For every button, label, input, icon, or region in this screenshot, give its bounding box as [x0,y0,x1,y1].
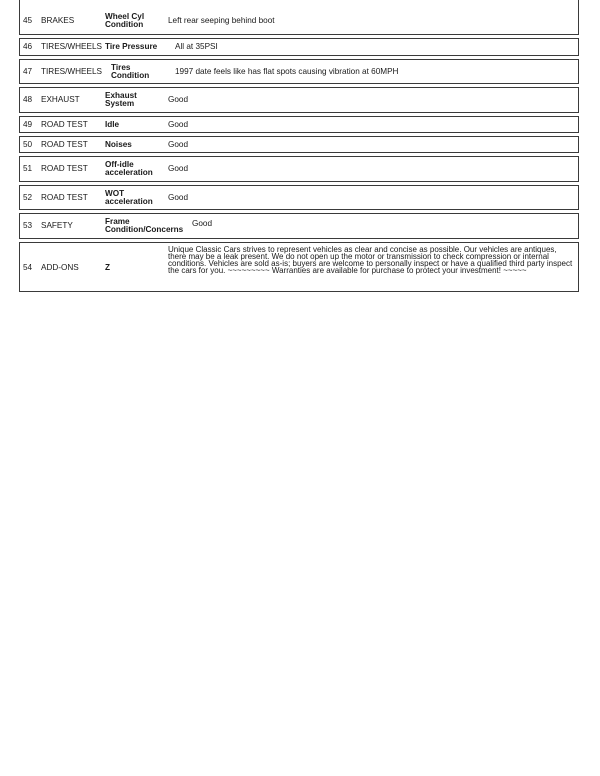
row-number: 46 [23,42,33,51]
row-number: 47 [23,67,33,76]
row-item-line1: Z [105,263,111,272]
row-number: 49 [23,120,33,129]
row-category: TIRES/WHEELS [41,42,102,51]
row-item [105,190,153,206]
row-item-line1: Exhaust [105,91,137,100]
row-item-line1: Frame [105,217,130,226]
row-item [105,121,119,129]
row-item [105,161,153,177]
row-item-line1: Wheel Cyl [105,12,145,21]
row-number: 45 [23,16,33,25]
row-number: 52 [23,193,33,202]
row-item-line2: acceleration [105,167,153,177]
table-row [19,136,579,153]
table-row [19,156,579,182]
row-category: ROAD TEST [41,193,88,202]
row-description: All at 35PSI [175,42,218,51]
row-category: TIRES/WHEELS [41,67,102,76]
row-item-line2: Condition [111,70,150,80]
table-row [19,185,579,210]
row-description: Good [168,164,189,173]
row-description: Good [168,140,189,149]
row-item [111,64,149,80]
row-category: ROAD TEST [41,140,88,149]
row-number: 50 [23,140,33,149]
table-row [19,213,579,239]
row-category: ROAD TEST [41,164,88,173]
row-number: 53 [23,221,33,230]
row-item [105,141,132,149]
table-row [19,59,579,84]
row-item-line2: acceleration [105,196,153,206]
row-item-line2: System [105,98,135,108]
row-item-line2: Condition [105,19,144,29]
row-item [105,218,183,234]
row-item-line1: Idle [105,120,120,129]
row-description: Good [168,120,189,129]
row-item [105,43,157,51]
row-category: ROAD TEST [41,120,88,129]
row-item-line1: Noises [105,140,132,149]
row-item-line2: Condition/Concerns [105,224,184,234]
row-description: Good [168,193,189,202]
row-description: Left rear seeping behind boot [168,16,275,25]
row-item-line1: Tires [111,63,131,72]
table-row [19,38,579,56]
row-item-line1: Off-idle [105,160,134,169]
row-item [105,264,110,272]
row-category: EXHAUST [41,95,80,104]
table-row [19,87,579,113]
row-item [105,13,144,29]
inspection-report-table [19,0,579,292]
row-item-line1: WOT [105,189,125,198]
row-description: Unique Classic Cars strives to represent vehicles as clear and concise as possible. Our vehicles are antiques, there may be a leak present. We do not open up the motor or transmission to check compression or internal conditions. Vehicles are sold as-is; buyers are welcome to personally inspect or have a qualified third party inspect the cars for you. ~~~~~~~~~ Warranties are available for purchase to protect your investment! ~~~~~ [168,245,573,276]
row-description: Good [192,219,213,228]
table-row [19,0,579,35]
table-row [19,116,579,133]
row-number: 51 [23,164,33,173]
row-item [105,92,137,108]
row-category: SAFETY [41,221,73,230]
table-row [19,242,579,292]
row-number: 54 [23,263,33,272]
row-description: Good [168,95,189,104]
row-category: ADD-ONS [41,263,79,272]
row-item-line1: Tire Pressure [105,42,158,51]
row-description: 1997 date feels like has flat spots causing vibration at 60MPH [175,67,399,76]
row-number: 48 [23,95,33,104]
row-category: BRAKES [41,16,75,25]
